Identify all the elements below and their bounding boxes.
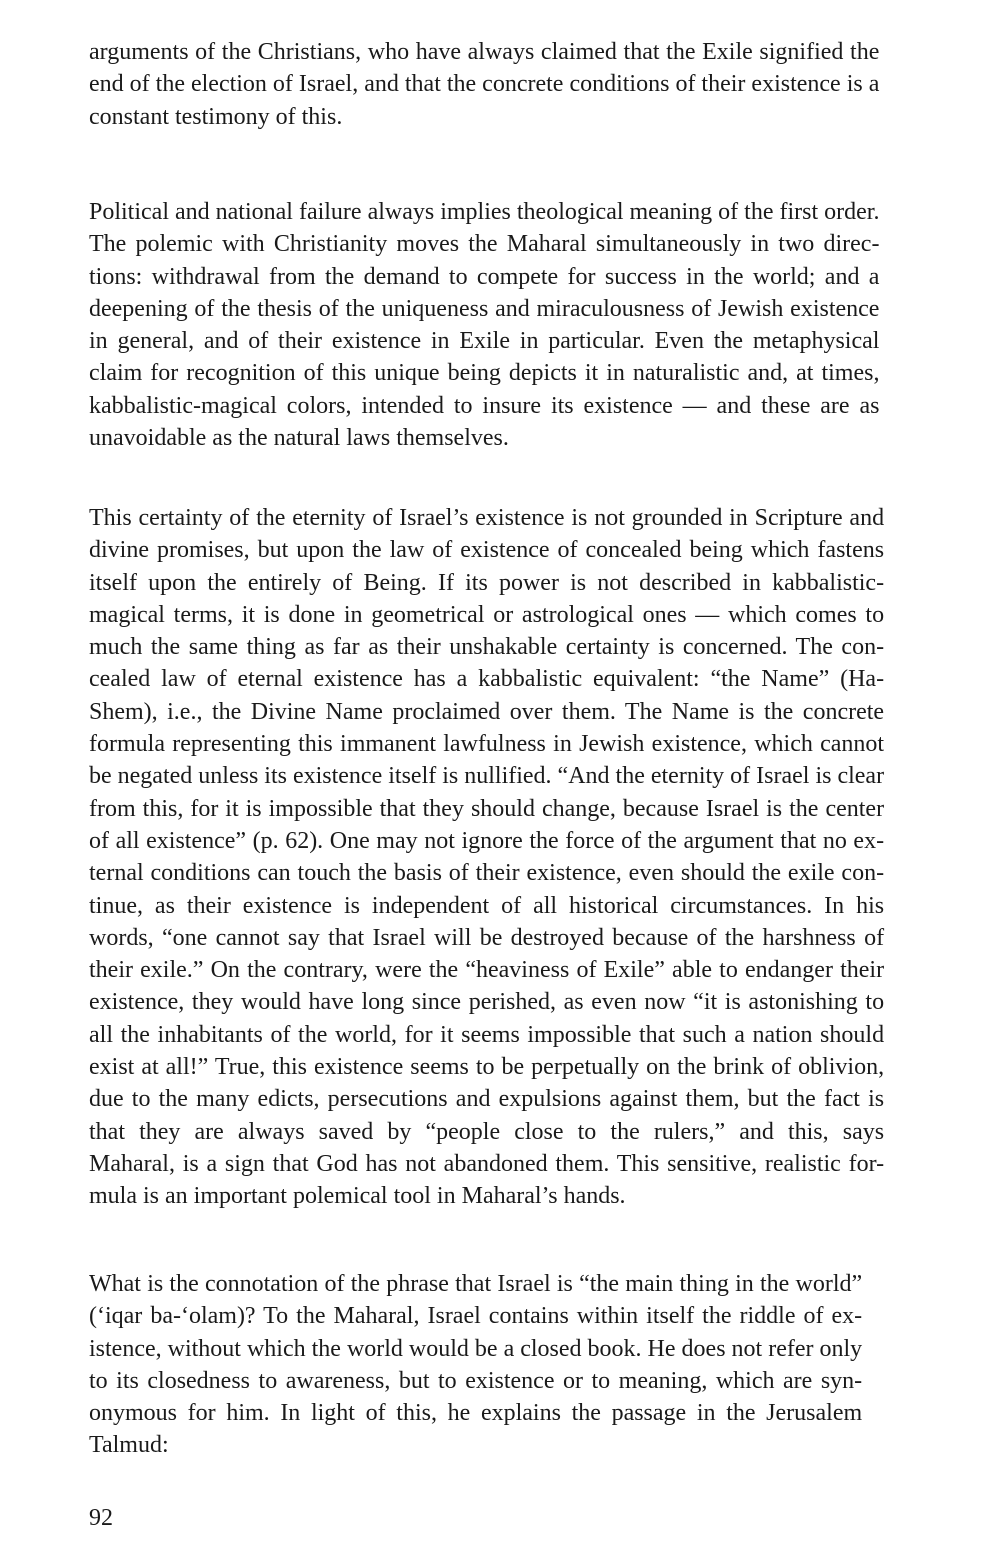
text-line: existence, they would have long since perished, as even now “it is astonishing to [89,989,885,1016]
text-line: end of the election of Israel, and that the concrete conditions of their existence is a [89,71,880,98]
text-line: kabbalistic-magical colors, intended to insure its existence — and these are as [89,392,880,419]
text-line: mula is an important polemical tool in Maharal’s hands. [89,1183,626,1210]
text-line: tions: withdrawal from the demand to compete for success in the world; and a [89,263,880,290]
text-line: magical terms, it is done in geometrical or astrological ones — which comes to [89,601,885,628]
text-line: constant testimony of this. [89,103,343,130]
text-line: cealed law of eternal existence has a kabbalistic equivalent: “the Name” (Ha- [89,666,885,693]
text-line: tinue, as their existence is independent of all historical circumstances. In his [89,892,885,919]
text-line: words, “one cannot say that Israel will be destroyed because of the harshness of [89,924,885,951]
paragraph-4 [89,1268,862,1462]
text-line: be negated unless its existence itself is nullified. “And the eternity of Israel is clear [89,763,885,790]
text-line: to its closedness to awareness, but to existence or to meaning, which are syn- [89,1367,863,1394]
text-line: This certainty of the eternity of Israel’s existence is not grounded in Scripture and [89,505,885,531]
text-line: Political and national failure always implies theological meaning of the first order. [89,199,880,225]
text-line: Maharal, is a sign that God has not abandoned them. This sensitive, realistic for- [89,1150,885,1177]
text-line: istence, without which the world would be a closed book. He does not refer only [89,1335,863,1362]
text-line: formula representing this immanent lawfulness in Jewish existence, which cannot [89,731,885,758]
text-line: onymous for him. In light of this, he explains the passage in the Jerusalem [89,1400,863,1427]
text-line: The polemic with Christianity moves the Maharal simultaneously in two direc- [89,231,880,258]
text-line: What is the connotation of the phrase that Israel is “the main thing in the world” [89,1271,863,1297]
text-line: all the inhabitants of the world, for it seems impossible that such a nation should [89,1021,885,1048]
paragraph-3 [89,502,884,1213]
text-line: in general, and of their existence in Exile in particular. Even the metaphysical [89,328,880,355]
text-line: Shem), i.e., the Divine Name proclaimed over them. The Name is the concrete [89,698,885,725]
text-line: that they are always saved by “people close to the rulers,” and this, says [89,1118,885,1145]
text-line: divine promises, but upon the law of existence of concealed being which fastens [89,537,885,564]
text-line: Talmud: [89,1432,169,1459]
page-number: 92 [89,1505,113,1531]
text-line: itself upon the entirely of Being. If its power is not described in kabbalistic- [89,569,885,596]
text-line: arguments of the Christians, who have always claimed that the Exile signified the [89,39,880,65]
text-line: exist at all!” True, this existence seems to be perpetually on the brink of oblivion, [89,1054,885,1081]
text-line: much the same thing as far as their unshakable certainty is concerned. The con- [89,634,885,661]
text-line: claim for recognition of this unique being depicts it in naturalistic and, at times, [89,360,880,387]
paragraph-2 [89,196,879,454]
paragraph-1 [89,36,879,133]
text-line: ternal conditions can touch the basis of their existence, even should the exile con- [89,860,885,887]
text-line: of all existence” (p. 62). One may not ignore the force of the argument that no ex- [89,827,885,854]
text-line: their exile.” On the contrary, were the “heaviness of Exile” able to endanger their [89,957,885,984]
text-line: (‘iqar ba-‘olam)? To the Maharal, Israel contains within itself the riddle of ex- [89,1303,863,1330]
text-line: due to the many edicts, persecutions and expulsions against them, but the fact is [89,1086,885,1113]
text-line: deepening of the thesis of the uniqueness and miraculousness of Jewish existence [89,295,880,322]
text-line: from this, for it is impossible that they should change, because Israel is the center [89,795,885,822]
text-line: unavoidable as the natural laws themselves. [89,425,509,452]
